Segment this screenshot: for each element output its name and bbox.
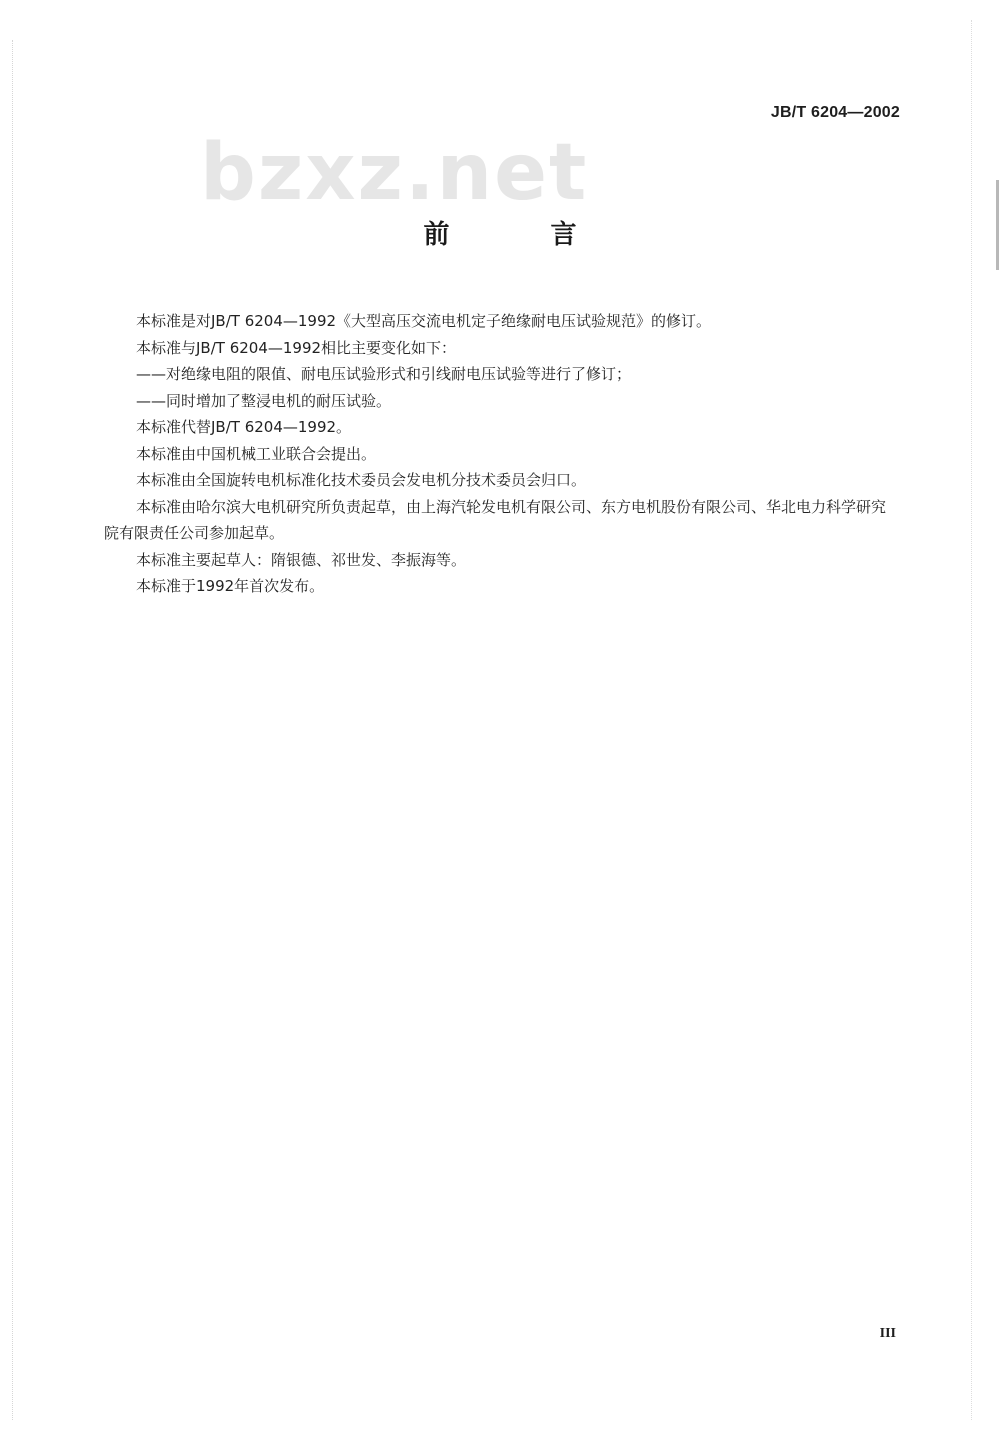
paragraph: 本标准由全国旋转电机标准化技术委员会发电机分技术委员会归口。: [136, 471, 587, 489]
watermark: bzxz.net: [200, 128, 589, 218]
paragraph: 本标准由中国机械工业联合会提出。: [136, 444, 377, 463]
paragraph: ——对绝缘电阻的限值、耐电压试验形式和引线耐电压试验等进行了修订；: [136, 365, 632, 383]
page-title: 前 言: [423, 220, 623, 250]
paragraph: 本标准与JB/T 6204—1992相比主要变化如下：: [136, 338, 457, 357]
paragraph: 本标准代替JB/T 6204—1992。: [136, 418, 352, 436]
paragraph: ——同时增加了整浸电机的耐压试验。: [136, 391, 392, 410]
paragraph: 本标准是对JB/T 6204—1992《大型高压交流电机定子绝缘耐电压试验规范》的修订。: [136, 312, 712, 330]
paragraph: 本标准由哈尔滨大电机研究所负责起草，由上海汽轮发电机有限公司、东方电机股份有限公司、华北电力科学研究院有限责任公司参加起草。: [104, 497, 887, 542]
paragraph: 本标准于1992年首次发布。: [136, 577, 325, 595]
paragraph: 本标准主要起草人：隋银德、祁世发、李振海等。: [136, 550, 467, 569]
foreword-body: [104, 308, 900, 600]
document-code: JB/T 6204—2002: [770, 104, 900, 121]
page-number: III: [879, 1326, 896, 1341]
